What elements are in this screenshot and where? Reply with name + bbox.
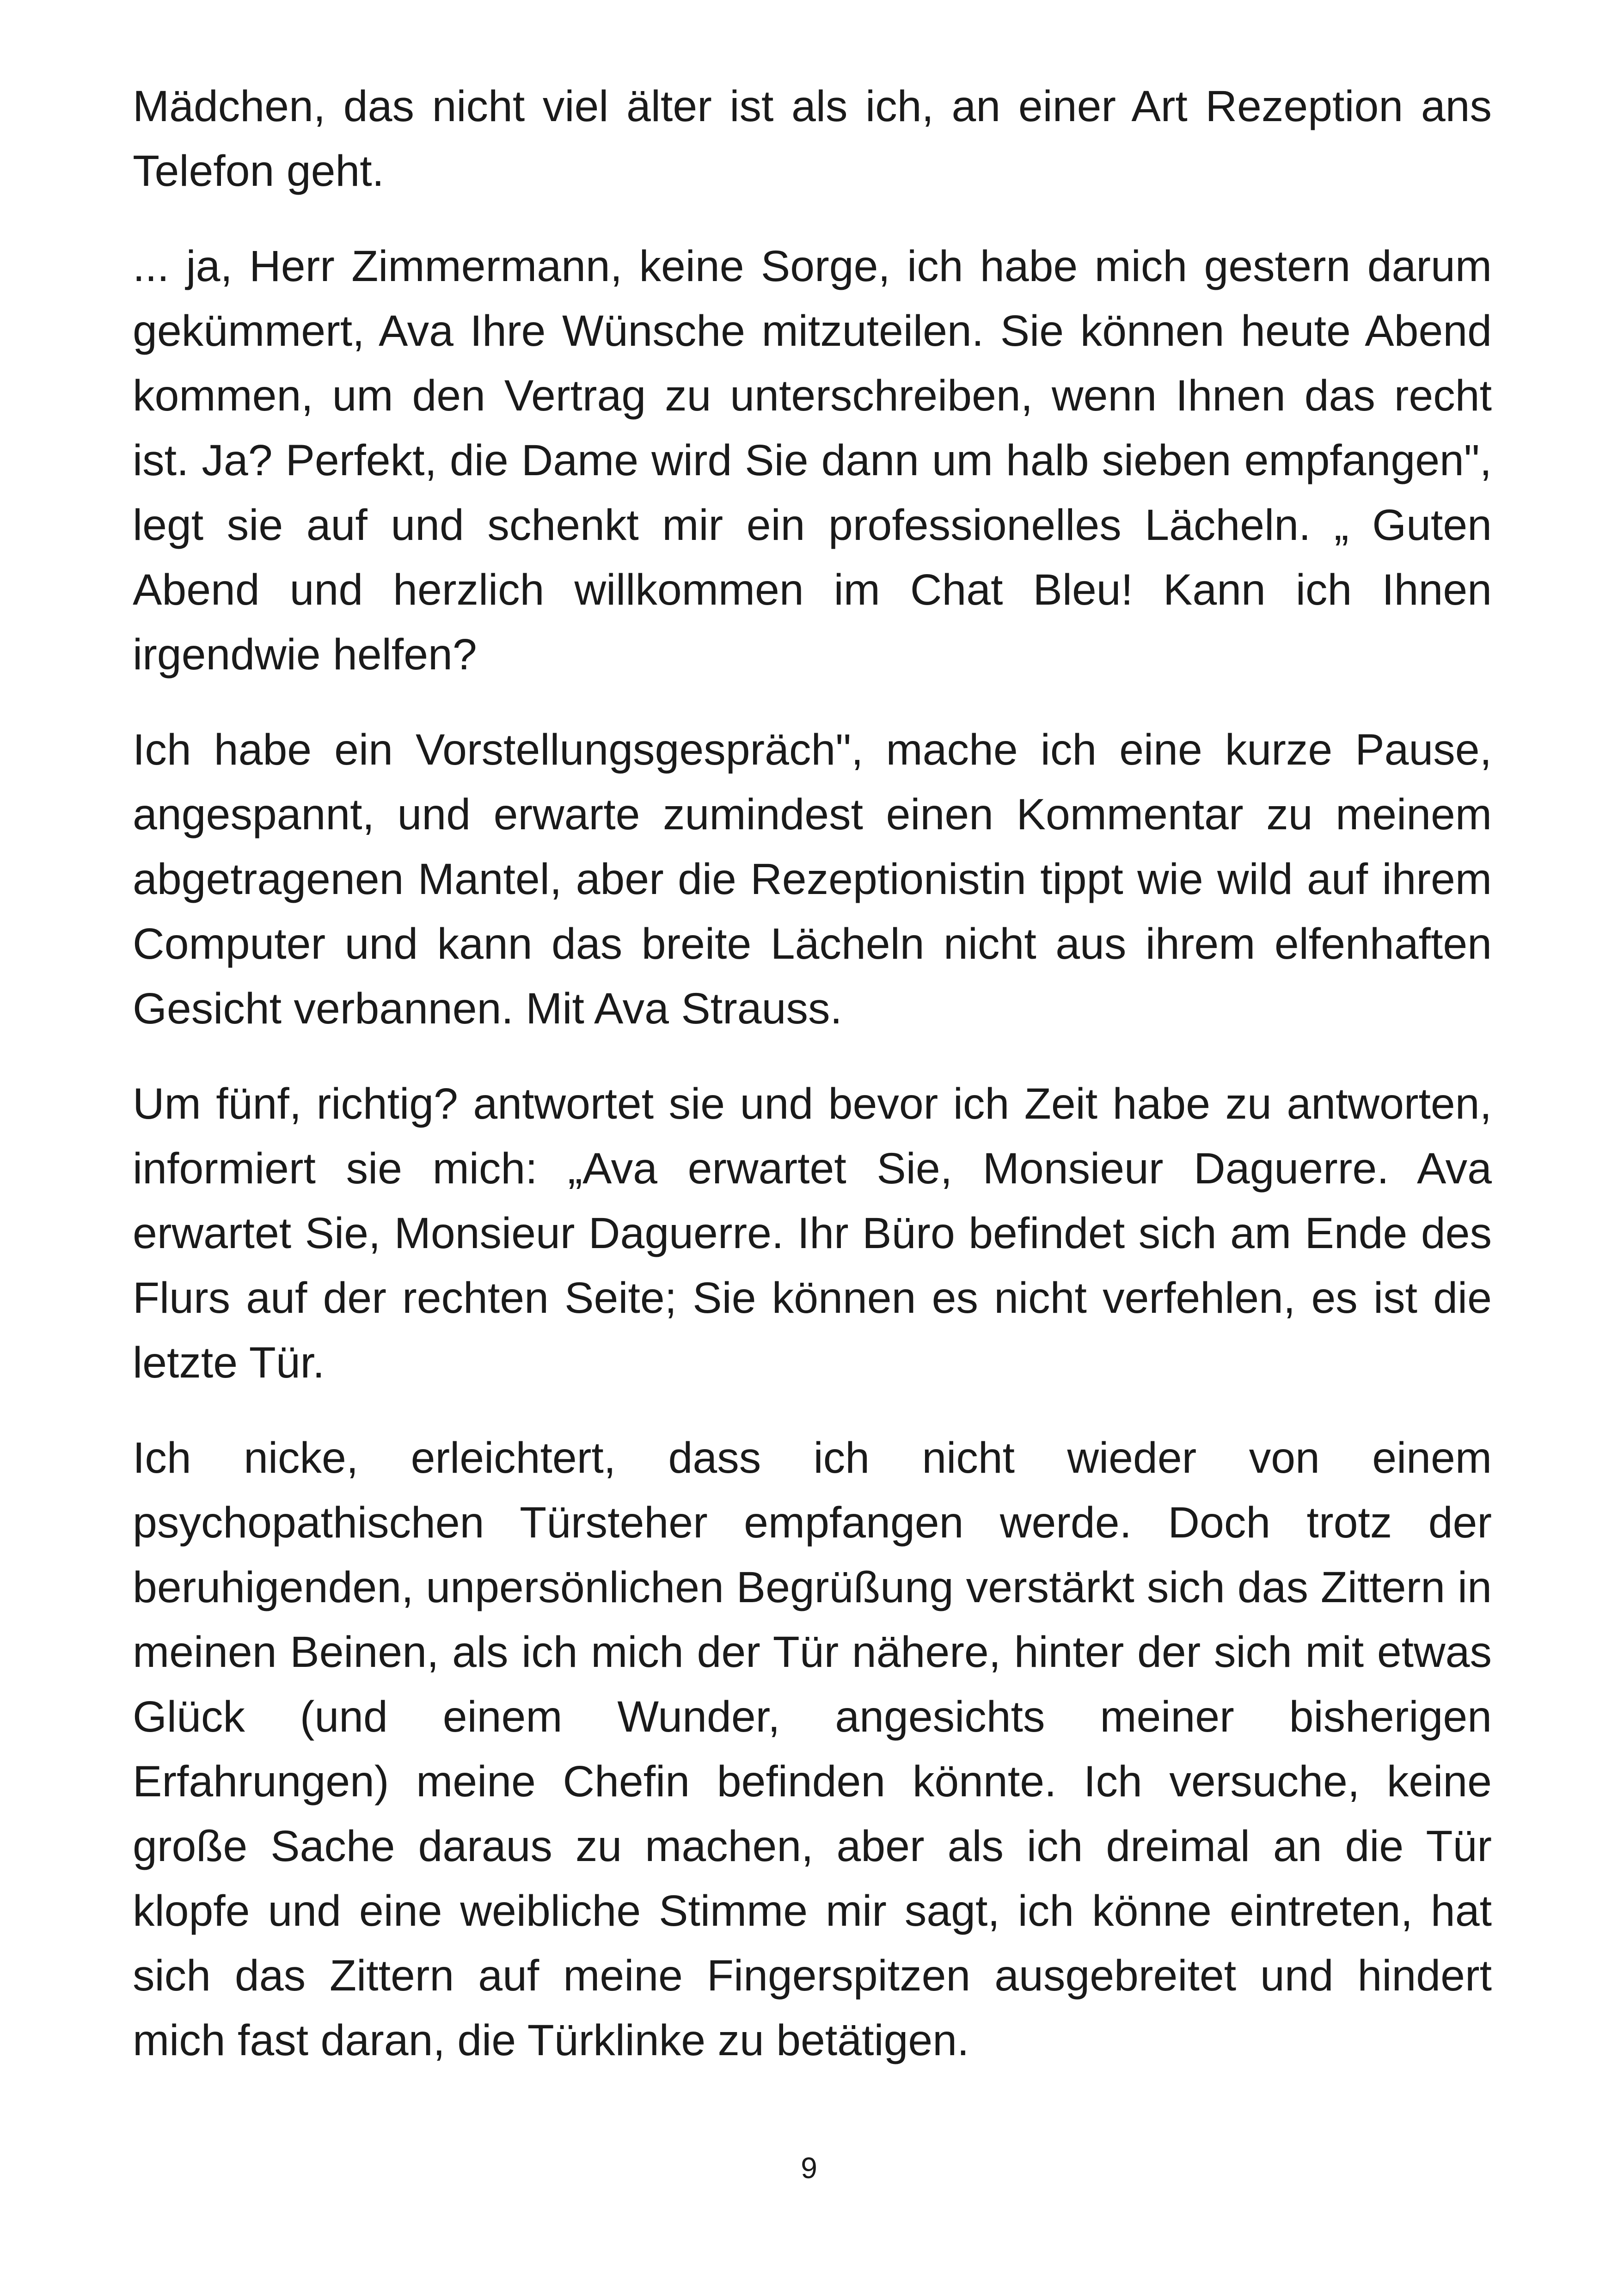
paragraph-5: Ich nicke, erleichtert, dass ich nicht wieder von einem psychopathischen Türsteher empfangen werde. Doch trotz der beruhigenden, unpersönlichen Begrüßung verstärkt sich das Zittern in meinen Beinen, als ich mich der Tür nähere, hinter der sich mit etwas Glück (und einem Wunder, angesichts meiner bisherigen Erfahrungen) meine Chefin befinden könnte. Ich versuche, keine große Sache daraus zu machen, aber als ich dreimal an die Tür klopfe und eine weibliche Stimme mir sagt, ich könne eintreten, hat sich das Zittern auf meine Fingerspitzen ausgebreitet und hindert mich fast daran, die Türklinke zu betätigen. (133, 1433, 1492, 2065)
paragraph-2: ... ja, Herr Zimmermann, keine Sorge, ich habe mich gestern darum gekümmert, Ava Ihre Wünsche mitzuteilen. Sie können heute Abend kommen, um den Vertrag zu unterschreiben, wenn Ihnen das recht ist. Ja? Perfekt, die Dame wird Sie dann um halb sieben empfangen", legt sie auf und schenkt mir ein professionelles Lächeln. „ Guten Abend und herzlich willkommen im Chat Bleu! Kann ich Ihnen irgendwie helfen? (133, 242, 1492, 679)
paragraph-1: Mädchen, das nicht viel älter ist als ich, an einer Art Rezeption ans Telefon geht. (133, 82, 1492, 196)
paragraph-4: Um fünf, richtig? antwortet sie und bevor ich Zeit habe zu antworten, informiert sie mich: „Ava erwartet Sie, Monsieur Daguerre. Ava erwartet Sie, Monsieur Daguerre. Ihr Büro befindet sich am Ende des Flurs auf der rechten Seite; Sie können es nicht verfehlen, es ist die letzte Tür. (133, 1079, 1492, 1387)
paragraph-3: Ich habe ein Vorstellungsgespräch", mache ich eine kurze Pause, angespannt, und erwarte zumindest einen Kommentar zu meinem abgetragenen Mantel, aber die Rezeptionistin tippt wie wild auf ihrem Computer und kann das breite Lächeln nicht aus ihrem elfenhaften Gesicht verbannen. Mit Ava Strauss. (133, 725, 1492, 1033)
body-text (133, 74, 1492, 2073)
page-number: 9 (801, 2151, 817, 2185)
